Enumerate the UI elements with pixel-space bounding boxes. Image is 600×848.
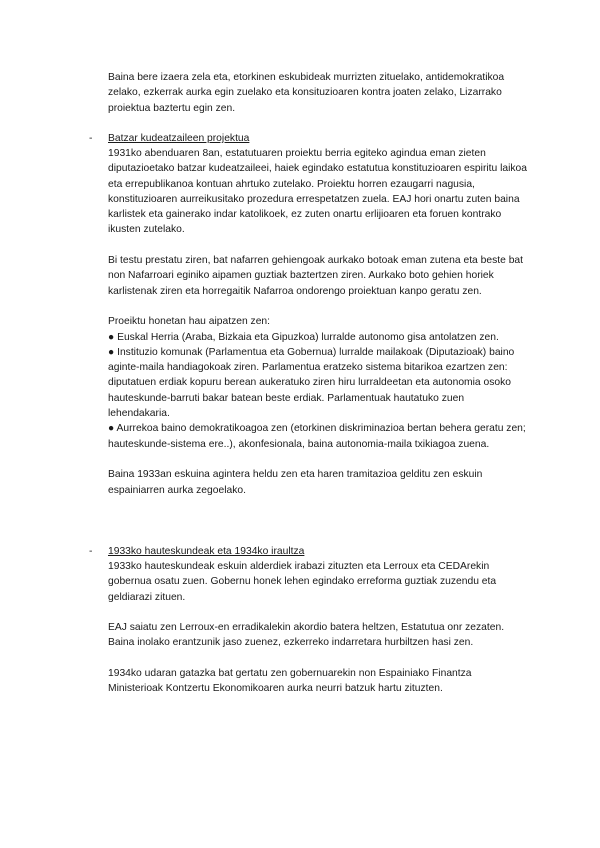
section-2-paragraph-1: 1933ko hauteskundeak eskuin alderdiek irabazi zituzten eta Lerroux eta CEDArekin gobernua osatu zuen. Gobernu honek lehen egindako erreforma guztiak zuzendu eta geldiarazi zituen.: [108, 561, 497, 603]
section-1-heading: Batzar kudeatzaileen projektua: [108, 133, 250, 144]
section-1-closing: Baina 1933an eskuina agintera heldu zen eta haren tramitazioa gelditu zen eskuin espainiarren aurka zegoelako.: [108, 469, 483, 496]
section-1-list-intro: Proeiktu honetan hau aipatzen zen:: [108, 316, 271, 328]
section-2-heading: 1933ko hauteskundeak eta 1934ko iraultza: [108, 546, 305, 557]
section-2-bullet: -: [89, 546, 93, 557]
section-1-paragraph-1: 1931ko abenduaren 8an, estatutuaren proiektu berria egiteko agindua eman zieten diputazioetako batzar kudeatzaileei, haiek egindako estatutua konstituzioaren espiritu laikoa eta errepublikanoa kontuan ahrtuko zutelako. Proiektu horren ezaugarri nagusia, konstituzioaren aurreikusitako prozedura errespetatzen zuela. EAJ hori onartu zuten baina karlistek eta gainerako indar katolikoek, ez zuten onartu erlijioaren eta foruen kontrako ikusten zutelako.: [108, 148, 528, 236]
section-1-list-item-3: ● Aurrekoa baino demokratikoagoa zen (etorkinen diskriminazioa bertan behera geratu zen; hauteskunde-sistema ere..), akonfesionala, baina autonomia-maila txikiagoa zuena.: [108, 423, 526, 450]
section-1-body: [108, 146, 528, 498]
section-2-paragraph-3: 1934ko udaran gatazka bat gertatu zen gobernuarekin non Espainiako Finantza Ministerioak Kontzertu Ekonomikoaren aurka neurri batzuk hartu zituzten.: [108, 668, 472, 695]
section-2-paragraph-2: EAJ saiatu zen Lerroux-en erradikalekin akordio batera heltzen, Estatutua onr zezaten. Baina inolako erantzunik jaso zuenez, ezkerreko indarretara hurbiltzen hasi zen.: [108, 622, 505, 649]
section-1-list-item-1: ● Euskal Herria (Araba, Bizkaia eta Gipuzkoa) lurralde autonomo gisa antolatzen zen.: [108, 331, 499, 343]
section-1-list-item-2: ● Instituzio komunak (Parlamentua eta Gobernua) lurralde mailakoak (Diputazioak) baino aginte-maila handiagokoak ziren. Parlamentua eratzeko sistema bitarikoa ezartzen zen: diputatuen erdiak kopuru berean aukeratuko ziren hiru lurraldeetan eta autonomia osoko hauteskunde-barruti bakar batean beste erdiak. Parlamentuak hautatuko zuen lehendakaria.: [108, 346, 515, 420]
section-2-body: [108, 559, 528, 697]
section-1-paragraph-2: Bi testu prestatu ziren, bat nafarren gehiengoak aurkako botoak eman zutena eta beste bat non Nafarroari eginiko aipamen guztiak baztertzen ziren. Aurkako boto gehien horiek karlistenak ziren eta horregaitik Nafarroa ondorengo proiektuan kanpo geratu zen.: [108, 255, 524, 297]
intro-paragraph-block: [108, 70, 528, 116]
intro-paragraph: Baina bere izaera zela eta, etorkinen eskubideak murrizten zituelako, antidemokratikoa zelako, ezkerrak aurka egin zuelako eta konsituzioaren kontra joaten zelako, Lizarrako proiektua baztertu egin zen.: [108, 72, 505, 114]
section-1-bullet: -: [89, 133, 93, 144]
